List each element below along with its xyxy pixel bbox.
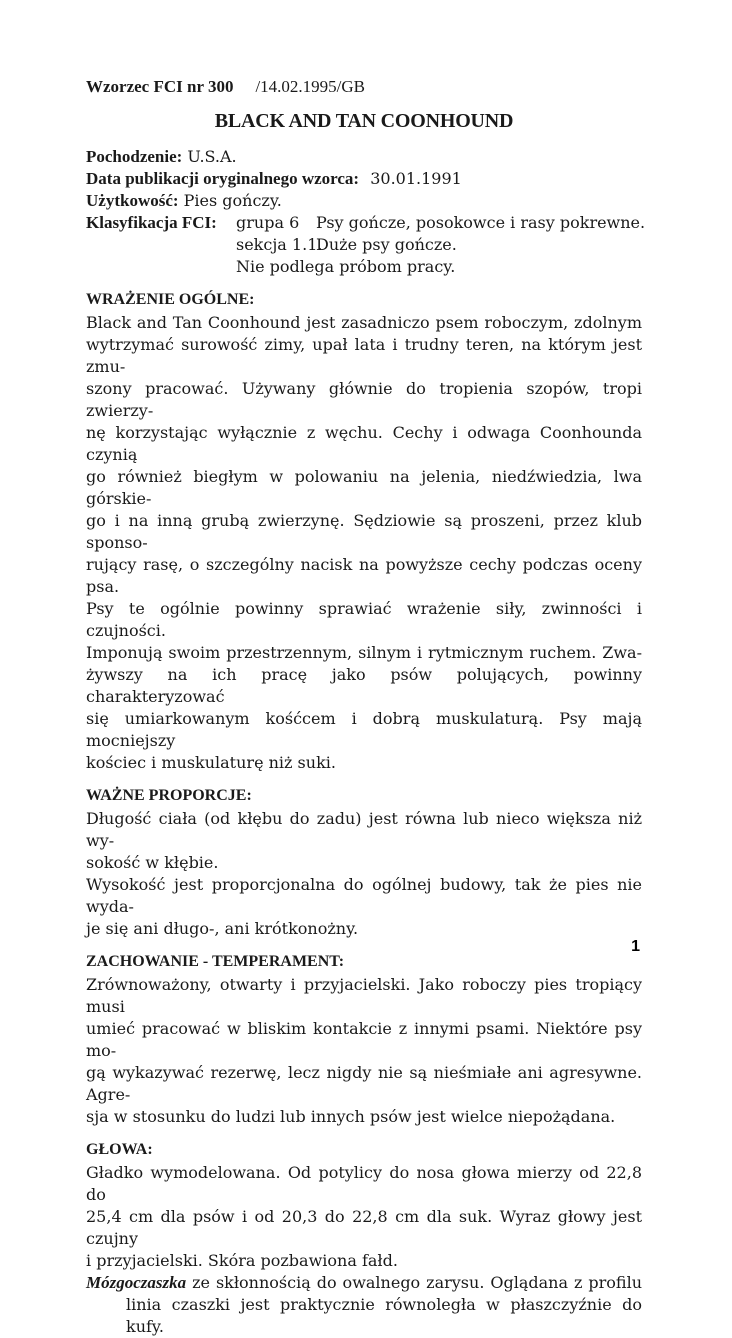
text-line: rujący rasę, o szczególny nacisk na powyższe cechy podczas oceny psa. xyxy=(86,555,642,596)
text-line: wytrzymać surowość zimy, upał lata i trudny teren, na którym jest zmu- xyxy=(86,335,642,376)
class-group-desc: Psy gończe, posokowce i rasy pokrewne. xyxy=(316,213,646,232)
proportions-text xyxy=(86,808,642,940)
text-line: nę korzystając wyłącznie z węchu. Cechy i odwaga Coonhounda czynią xyxy=(86,423,642,464)
text-line: i przyjacielski. Skóra pozbawiona fałd. xyxy=(86,1251,398,1270)
use-label: Użytkowość: xyxy=(86,191,179,210)
document-page xyxy=(86,76,646,1338)
temperament-heading: ZACHOWANIE - TEMPERAMENT: xyxy=(86,953,345,970)
text-line: Imponują swoim przestrzennym, silnym i rytmicznym ruchem. Zwa- xyxy=(86,643,642,662)
breed-title: BLACK AND TAN COONHOUND xyxy=(214,110,514,132)
text-line: je się ani długo-, ani krótkonożny. xyxy=(86,919,359,938)
text-line: Długość ciała (od kłębu do zadu) jest równa lub nieco większa niż wy- xyxy=(86,809,642,850)
text-line: Gładko wymodelowana. Od potylicy do nosa głowa mierzy od 22,8 do xyxy=(86,1163,642,1204)
head-text xyxy=(86,1162,642,1338)
text-line: sja w stosunku do ludzi lub innych psów jest wielce niepożądana. xyxy=(86,1107,616,1126)
page-number: 1 xyxy=(631,938,640,955)
skull-text: ze skłonnością do owalnego zarysu. Oglądana z profilu xyxy=(186,1273,642,1292)
text-line: gą wykazywać rezerwę, lecz nigdy nie są nieśmiałe ani agresywne. Agre- xyxy=(86,1063,642,1104)
publication-row xyxy=(86,168,642,190)
general-heading: WRAŻENIE OGÓLNE: xyxy=(86,291,255,308)
class-section: sekcja 1.1. xyxy=(236,235,323,254)
publication-label: Data publikacji oryginalnego wzorca: xyxy=(86,169,360,188)
text-line: Black and Tan Coonhound jest zasadniczo psem roboczym, zdolnym xyxy=(86,313,642,332)
use-row xyxy=(86,190,642,212)
text-line: kościec i muskulaturę niż suki. xyxy=(86,753,336,772)
text-line: Zrównoważony, otwarty i przyjacielski. Jako roboczy pies tropiący musi xyxy=(86,975,642,1016)
temperament-text xyxy=(86,974,642,1128)
class-section-desc: Duże psy gończe. xyxy=(316,235,457,254)
skull-line xyxy=(86,1272,642,1294)
text-line: Wysokość jest proporcjonalna do ogólnej budowy, tak że pies nie wyda- xyxy=(86,875,642,916)
publication-value: 30.01.1991 xyxy=(370,169,462,188)
origin-row xyxy=(86,146,642,168)
text-line: sokość w kłębie. xyxy=(86,853,219,872)
text-line: 25,4 cm dla psów i od 20,3 do 22,8 cm dla suk. Wyraz głowy jest czujny xyxy=(86,1207,642,1248)
text-line: żywszy na ich pracę jako psów polujących, powinny charakteryzować xyxy=(86,665,642,706)
skull-continuation: linia czaszki jest praktycznie równoległa w płaszczyźnie do kufy. xyxy=(126,1295,642,1336)
classification-block xyxy=(86,212,646,278)
standard-header xyxy=(86,76,642,98)
classification-label: Klasyfikacja FCI: xyxy=(86,213,217,232)
standard-date-code: /14.02.1995/GB xyxy=(255,77,366,96)
text-line: umieć pracować w bliskim kontakcie z innymi psami. Niektóre psy mo- xyxy=(86,1019,642,1060)
text-line: go również biegłym w polowaniu na jelenia, niedźwiedzia, lwa górskie- xyxy=(86,467,642,508)
text-line: się umiarkowanym kośćcem i dobrą muskulaturą. Psy mają mocniejszy xyxy=(86,709,642,750)
use-value: Pies gończy. xyxy=(183,191,282,210)
class-trial: Nie podlega próbom pracy. xyxy=(236,257,456,276)
text-line: go i na inną grubą zwierzynę. Sędziowie są proszeni, przez klub sponso- xyxy=(86,511,642,552)
proportions-heading: WAŻNE PROPORCJE: xyxy=(86,787,252,804)
text-line: Psy te ogólnie powinny sprawiać wrażenie siły, zwinności i czujności. xyxy=(86,599,642,640)
class-group: grupa 6 xyxy=(236,213,300,232)
standard-number: Wzorzec FCI nr 300 xyxy=(86,77,234,96)
origin-value: U.S.A. xyxy=(187,147,237,166)
general-text xyxy=(86,312,642,774)
origin-label: Pochodzenie: xyxy=(86,147,183,166)
text-line: szony pracować. Używany głównie do tropienia szopów, tropi zwierzy- xyxy=(86,379,642,420)
skull-label: Mózgoczaszka xyxy=(86,1273,187,1292)
head-heading: GŁOWA: xyxy=(86,1141,153,1158)
